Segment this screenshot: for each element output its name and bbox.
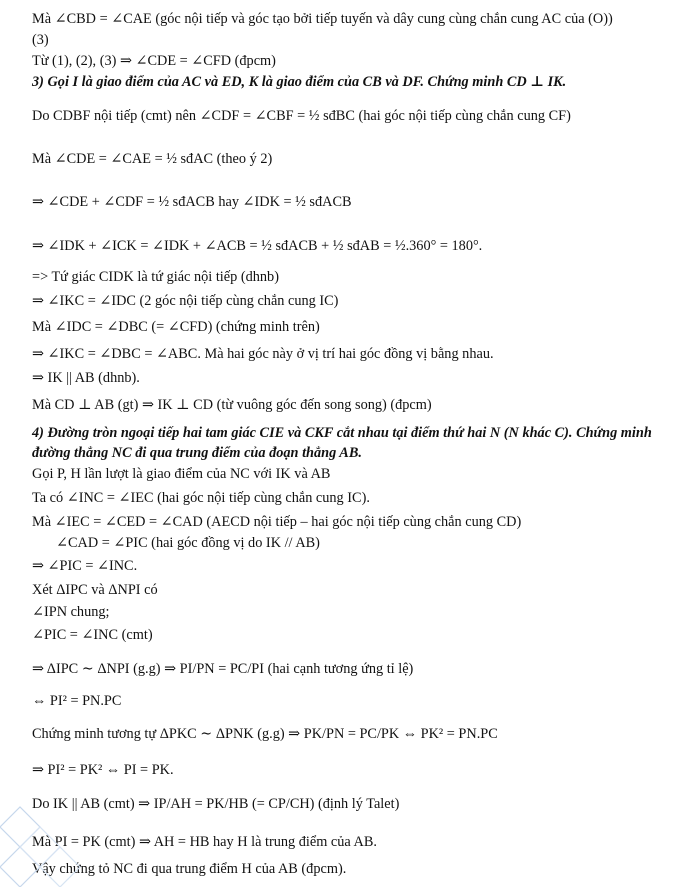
text-line: ⇒ ∠IDK + ∠ICK = ∠IDK + ∠ACB = ½ sđACB + ½ sđAB = ½.360° = 180°. — [32, 238, 483, 254]
text-line: Do CDBF nội tiếp (cmt) nên ∠CDF = ∠CBF = ½ sđBC (hai góc nội tiếp cùng chắn cung CF) — [32, 108, 571, 124]
section-heading: 4) Đường tròn ngoại tiếp hai tam giác CIE và CKF cắt nhau tại điểm thứ hai N (N khác C). Chứng minh — [32, 425, 652, 441]
text-line: ⇔ PI² = PN.PC — [32, 693, 122, 709]
text-line: ⇒ ∠CDE + ∠CDF = ½ sđACB hay ∠IDK = ½ sđACB — [32, 194, 352, 210]
text-line: (3) — [32, 32, 49, 48]
text-line: ⇒ ∠IKC = ∠IDC (2 góc nội tiếp cùng chắn cung IC) — [32, 293, 339, 309]
text-line: Mà ∠IDC = ∠DBC (= ∠CFD) (chứng minh trên) — [32, 319, 320, 335]
text-line: Do IK || AB (cmt) ⇒ IP/AH = PK/HB (= CP/CH) (định lý Talet) — [32, 796, 400, 812]
text-line: Mà PI = PK (cmt) ⇒ AH = HB hay H là trung điểm của AB. — [32, 834, 377, 850]
text-line: Mà ∠IEC = ∠CED = ∠CAD (AECD nội tiếp – hai góc nội tiếp cùng chắn cung CD) — [32, 514, 522, 530]
text-line: Chứng minh tương tự ΔPKC ∼ ΔPNK (g.g) ⇒ PK/PN = PC/PK ⇔ PK² = PN.PC — [32, 726, 498, 742]
section-heading: 3) Gọi I là giao điểm của AC và ED, K là giao điểm của CB và DF. Chứng minh CD ⊥ IK. — [32, 74, 567, 90]
text-line: Mà ∠CBD = ∠CAE (góc nội tiếp và góc tạo bởi tiếp tuyến và dây cung cùng chắn cung AC của (O)) — [32, 11, 613, 27]
text-line: ∠CAD = ∠PIC (hai góc đồng vị do IK // AB) — [56, 535, 320, 551]
text-line: ⇒ ΔIPC ∼ ΔNPI (g.g) ⇒ PI/PN = PC/PI (hai cạnh tương ứng tỉ lệ) — [32, 661, 414, 677]
text-line: ⇒ ∠PIC = ∠INC. — [32, 558, 138, 574]
text-line: ∠IPN chung; — [32, 604, 110, 620]
text-line: ⇒ PI² = PK² ⇔ PI = PK. — [32, 762, 174, 778]
text-line: Mà ∠CDE = ∠CAE = ½ sđAC (theo ý 2) — [32, 151, 273, 167]
text-line: Ta có ∠INC = ∠IEC (hai góc nội tiếp cùng chắn cung IC). — [32, 490, 370, 506]
text-line: Vậy chứng tỏ NC đi qua trung điểm H của AB (đpcm). — [32, 861, 347, 877]
text-line: => Tứ giác CIDK là tứ giác nội tiếp (dhnb) — [32, 269, 279, 285]
text-line: Xét ΔIPC và ΔNPI có — [32, 582, 158, 598]
text-line: Gọi P, H lần lượt là giao điểm của NC với IK và AB — [32, 466, 331, 482]
text-line: ⇒ ∠IKC = ∠DBC = ∠ABC. Mà hai góc này ở vị trí hai góc đồng vị bằng nhau. — [32, 346, 494, 362]
text-line: Từ (1), (2), (3) ⇒ ∠CDE = ∠CFD (đpcm) — [32, 53, 276, 69]
section-heading: đường thẳng NC đi qua trung điểm của đoạn thẳng AB. — [32, 445, 362, 461]
decorative-pattern — [0, 767, 120, 887]
text-line: Mà CD ⊥ AB (gt) ⇒ IK ⊥ CD (từ vuông góc đến song song) (đpcm) — [32, 397, 432, 413]
text-line: ⇒ IK || AB (dhnb). — [32, 370, 140, 386]
text-line: ∠PIC = ∠INC (cmt) — [32, 627, 153, 643]
